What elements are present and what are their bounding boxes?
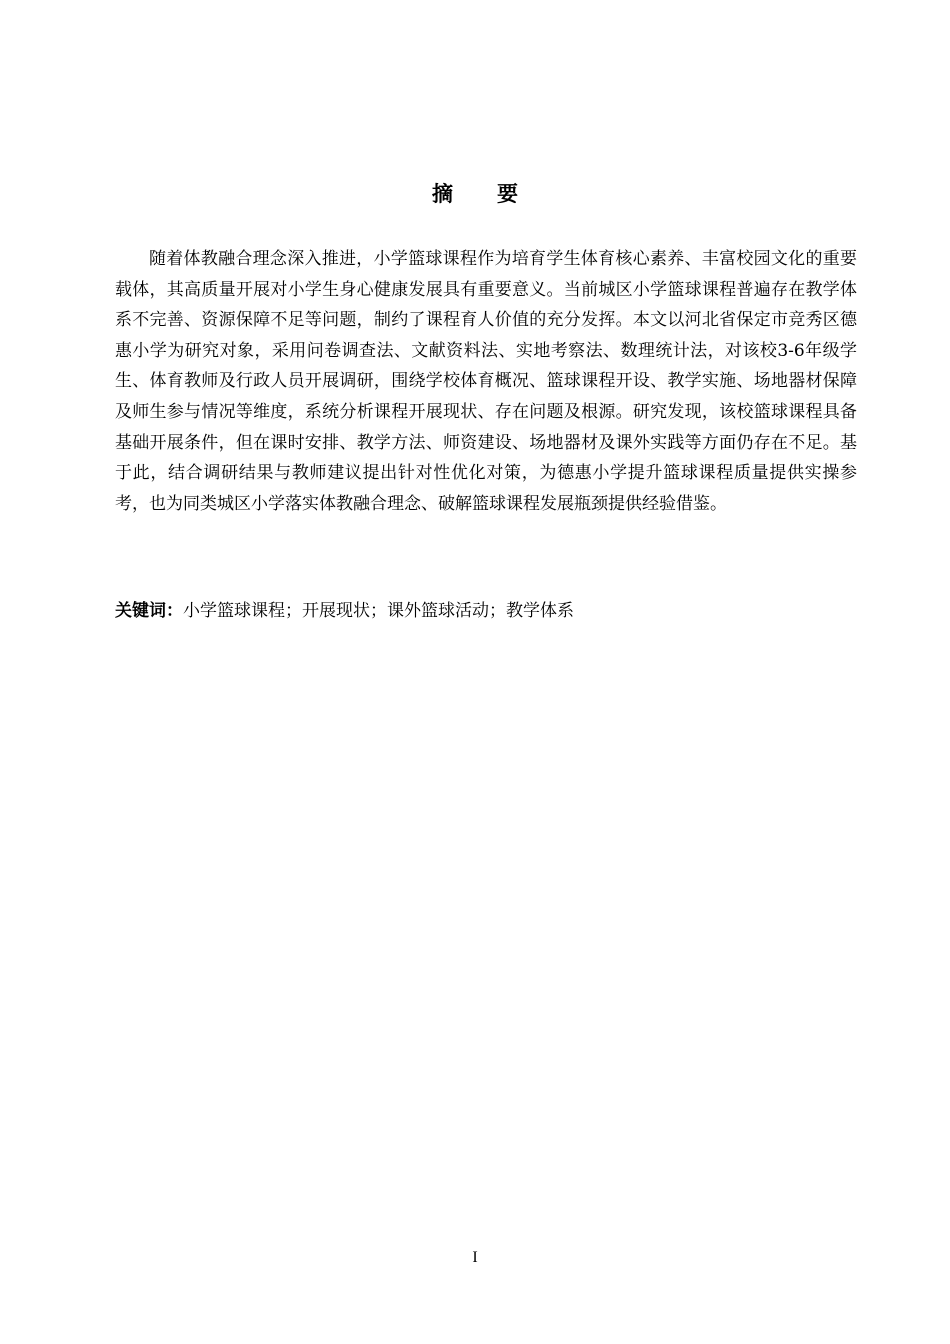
abstract-heading-char-2: 要 [497,182,518,206]
keywords-line [115,596,857,626]
abstract-body: 随着体教融合理念深入推进，小学篮球课程作为培育学生体育核心素养、丰富校园文化的重要载体，其高质量开展对小学生身心健康发展具有重要意义。当前城区小学篮球课程普遍存在教学体系不完善、资源保障不足等问题，制约了课程育人价值的充分发挥。本文以河北省保定市竞秀区德惠小学为研究对象，采用问卷调查法、文献资料法、实地考察法、数理统计法，对该校3-6年级学生、体育教师及行政人员开展调研，围绕学校体育概况、篮球课程开设、教学实施、场地器材保障及师生参与情况等维度，系统分析课程开展现状、存在问题及根源。研究发现，该校篮球课程具备基础开展条件，但在课时安排、教学方法、师资建设、场地器材及课外实践等方面仍存在不足。基于此，结合调研结果与教师建议提出针对性优化对策，为德惠小学提升篮球课程质量提供实操参考，也为同类城区小学落实体教融合理念、破解篮球课程发展瓶颈提供经验借鉴。 [115,249,857,514]
abstract-heading-char-1: 摘 [432,182,453,206]
keywords-label: 关键词： [115,601,183,621]
page-number: I [472,1249,478,1266]
keywords-text: 小学篮球课程；开展现状；课外篮球活动；教学体系 [183,601,574,621]
abstract-heading [0,176,950,212]
